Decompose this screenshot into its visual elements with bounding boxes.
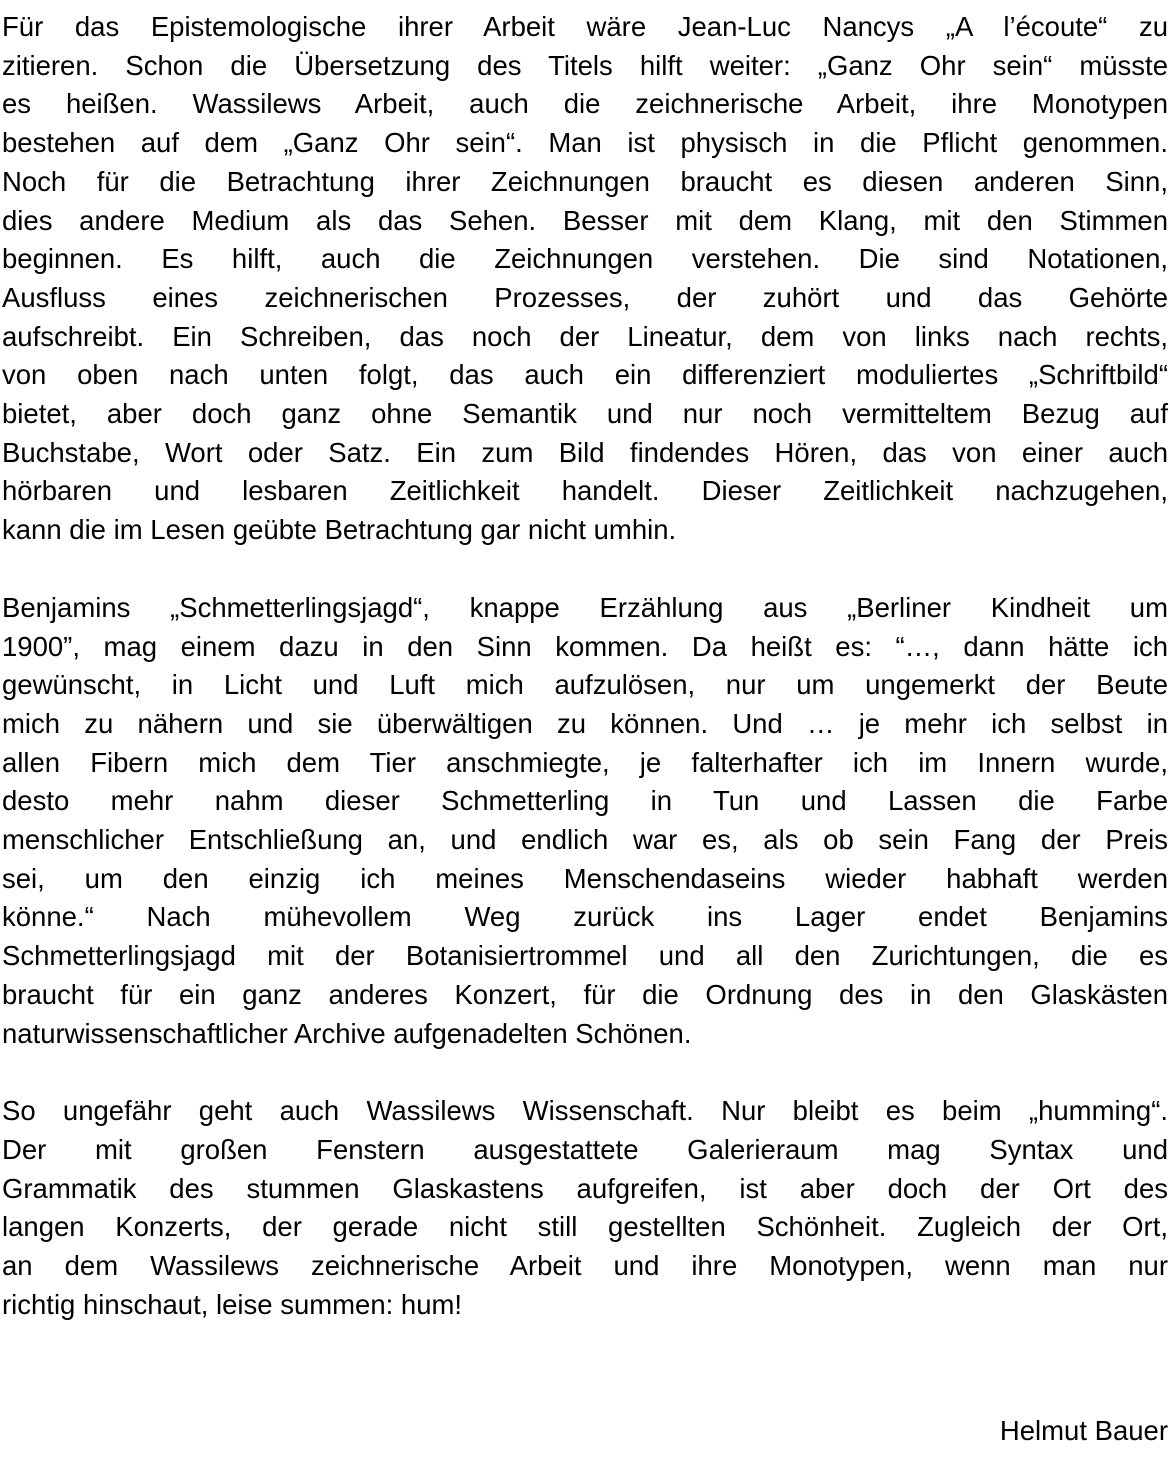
text-line: gewünscht, in Licht und Luft mich aufzulösen, nur um ungemerkt der Beute	[2, 669, 1168, 701]
text-line: mich zu nähern und sie überwältigen zu können. Und … je mehr ich selbst in	[2, 707, 1168, 739]
text-line: Für das Epistemologische ihrer Arbeit wäre Jean-Luc Nancys „A l’écoute“ zu	[2, 11, 1168, 42]
text-line: allen Fibern mich dem Tier anschmiegte, je falterhafter ich im Innern wurde,	[2, 746, 1168, 778]
text-line: sei, um den einzig ich meines Menschendaseins wieder habhaft werden	[2, 862, 1168, 894]
text-line: naturwissenschaftlicher Archive aufgenadelten Schönen.	[2, 1017, 692, 1049]
text-line: Noch für die Betrachtung ihrer Zeichnungen braucht es diesen anderen Sinn,	[2, 165, 1168, 197]
text-line: von oben nach unten folgt, das auch ein differenziert moduliertes „Schriftbild“	[2, 359, 1168, 391]
text-line: Der mit großen Fenstern ausgestattete Galerieraum mag Syntax und	[2, 1133, 1168, 1165]
text-line: an dem Wassilews zeichnerische Arbeit und ihre Monotypen, wenn man nur	[2, 1250, 1168, 1282]
text-line: desto mehr nahm dieser Schmetterling in Tun und Lassen die Farbe	[2, 785, 1168, 817]
text-line: langen Konzerts, der gerade nicht still gestellten Schönheit. Zugleich der Ort,	[2, 1211, 1168, 1243]
text-line: es heißen. Wassilews Arbeit, auch die zeichnerische Arbeit, ihre Monotypen	[2, 88, 1168, 120]
text-line: Benjamins „Schmetterlingsjagd“, knappe Erzählung aus „Berliner Kindheit um	[2, 591, 1168, 623]
paragraph	[2, 1092, 1168, 1324]
text-line: Ausfluss eines zeichnerischen Prozesses, der zuhört und das Gehörte	[2, 281, 1168, 313]
document-body	[2, 8, 1168, 1325]
text-line: beginnen. Es hilft, auch die Zeichnungen verstehen. Die sind Notationen,	[2, 243, 1168, 275]
text-line: zitieren. Schon die Übersetzung des Titels hilft weiter: „Ganz Ohr sein“ müsste	[2, 49, 1168, 81]
text-line: richtig hinschaut, leise summen: hum!	[2, 1288, 463, 1320]
text-line: könne.“ Nach mühevollem Weg zurück ins Lager endet Benjamins	[2, 901, 1168, 933]
text-line: Schmetterlingsjagd mit der Botanisiertrommel und all den Zurichtungen, die es	[2, 940, 1168, 972]
text-line: bietet, aber doch ganz ohne Semantik und nur noch vermitteltem Bezug auf	[2, 398, 1168, 430]
paragraph	[2, 8, 1168, 550]
text-line: aufschreibt. Ein Schreiben, das noch der Lineatur, dem von links nach rechts,	[2, 320, 1168, 352]
text-line: 1900”, mag einem dazu in den Sinn kommen. Da heißt es: “…, dann hätte ich	[2, 630, 1168, 662]
text-line: braucht für ein ganz anderes Konzert, für die Ordnung des in den Glaskästen	[2, 978, 1168, 1010]
text-line: bestehen auf dem „Ganz Ohr sein“. Man ist physisch in die Pflicht genommen.	[2, 127, 1168, 159]
paragraph	[2, 589, 1168, 1053]
text-line: So ungefähr geht auch Wassilews Wissenschaft. Nur bleibt es beim „humming“.	[2, 1095, 1168, 1127]
text-line: hörbaren und lesbaren Zeitlichkeit handelt. Dieser Zeitlichkeit nachzugehen,	[2, 475, 1168, 507]
text-line: menschlicher Entschließung an, und endlich war es, als ob sein Fang der Preis	[2, 824, 1168, 856]
text-line: Buchstabe, Wort oder Satz. Ein zum Bild findendes Hören, das von einer auch	[2, 436, 1168, 468]
text-line: kann die im Lesen geübte Betrachtung gar nicht umhin.	[2, 514, 677, 546]
signature: Helmut Bauer	[999, 1414, 1168, 1446]
text-line: Grammatik des stummen Glaskastens aufgreifen, ist aber doch der Ort des	[2, 1172, 1168, 1204]
text-line: dies andere Medium als das Sehen. Besser mit dem Klang, mit den Stimmen	[2, 204, 1168, 236]
